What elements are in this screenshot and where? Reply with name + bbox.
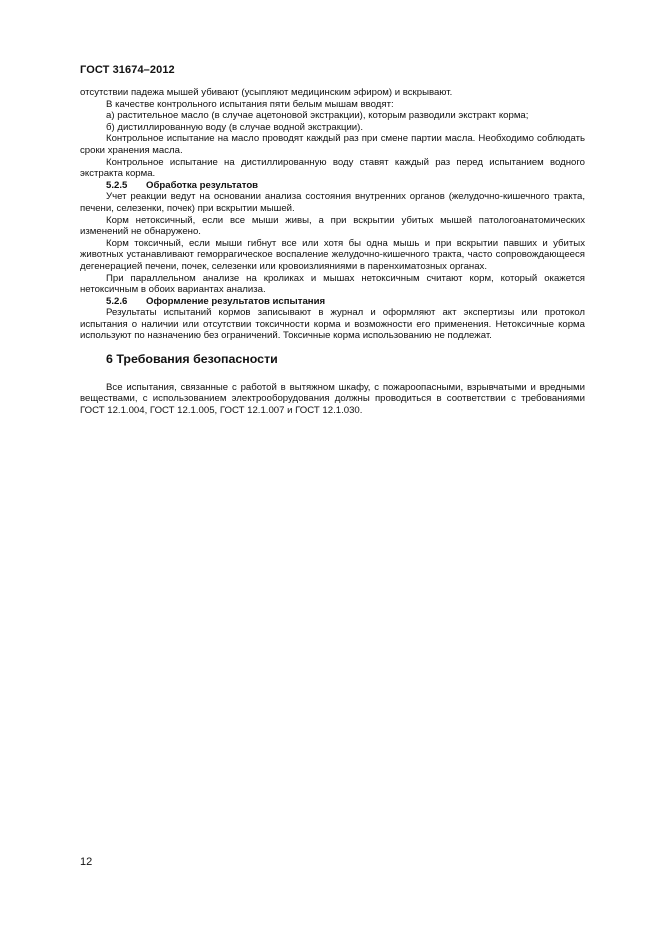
paragraph: Контрольное испытание на дистиллированную воду ставят каждый раз перед испытанием водного экстракта корма. [80, 156, 585, 180]
subsection-number: 5.2.5 [106, 179, 128, 191]
section-heading: 6 Требования безопасности [106, 352, 278, 367]
paragraph: Корм токсичный, если мыши гибнут все или хотя бы одна мышь и при вскрытии павших и убитых животных устанавливают геморрагическое воспаление желудочно-кишечного тракта, часто сопровождающееся дегенерацией печени, почек, селезенки или кровоизлияниями в паренхиматозных органах. [80, 237, 585, 272]
paragraph: Корм нетоксичный, если все мыши живы, а при вскрытии убитых мышей патологоанатомических изменений не обнаружено. [80, 214, 585, 238]
subsection-heading-5-2-5 [80, 180, 585, 192]
paragraph: Результаты испытаний кормов записывают в журнал и оформляют акт экспертизы или протокол испытания о наличии или отсутствии токсичности корма и возможности его применения. Нетоксичные корма используют по назначению без ограничений. Токсичные корма использованию не подлежат. [80, 307, 585, 342]
paragraph: Контрольное испытание на масло проводят каждый раз при смене партии масла. Необходимо соблюдать сроки хранения масла. [80, 133, 585, 156]
paragraph: Учет реакции ведут на основании анализа состояния внутренних органов (желудочно-кишечного тракта, печени, селезенки, почек) при вскрытии мышей. [80, 191, 585, 214]
paragraph: Все испытания, связанные с работой в вытяжном шкафу, с пожароопасными, взрывчатыми и вредными веществами, с использованием электрооборудования должны проводиться в соответствии с требованиями ГОСТ 12.1.004, ГОСТ 12.1.005, ГОСТ 12.1.007 и ГОСТ 12.1.030. [80, 381, 585, 416]
document-header: ГОСТ 31674–2012 [80, 64, 175, 76]
list-item: а) растительное масло (в случае ацетоновой экстракции), которым разводили экстракт корма; [106, 110, 529, 122]
paragraph: отсутствии падежа мышей убивают (усыпляют медицинским эфиром) и вскрывают. [80, 87, 453, 98]
page-number: 12 [80, 856, 93, 868]
list-item: б) дистиллированную воду (в случае водной экстракции). [106, 121, 364, 133]
subsection-title: Оформление результатов испытания [146, 295, 326, 307]
paragraph: В качестве контрольного испытания пяти белым мышам вводят: [106, 98, 394, 110]
subsection-heading-5-2-6 [80, 296, 585, 308]
paragraph: При параллельном анализе на кроликах и мышах нетоксичным считают корм, который окажется нетоксичным в обоих вариантах анализа. [80, 272, 585, 296]
subsection-number: 5.2.6 [106, 295, 128, 307]
document-body [80, 87, 585, 416]
subsection-title: Обработка результатов [146, 179, 259, 191]
